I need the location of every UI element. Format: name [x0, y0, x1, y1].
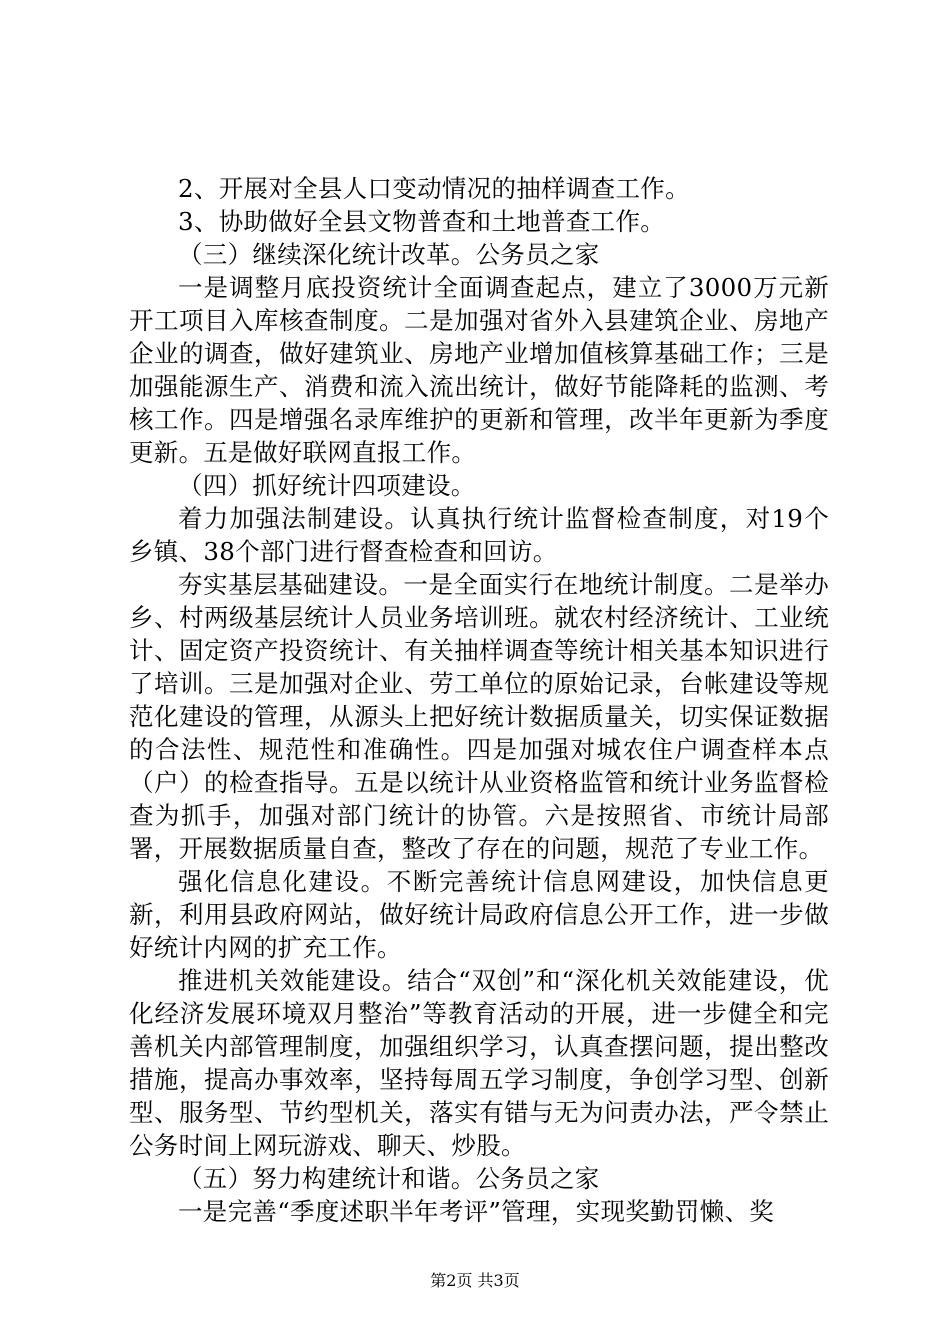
page-number-footer: 第2页 共3页 [430, 1271, 520, 1290]
paragraph-survey-population: 2、开展对全县人口变动情况的抽样调查工作。 [178, 174, 690, 203]
paragraph-legal-construction: 着力加强法制建设。认真执行统计监督检查制度，对19个乡镇、38个部门进行督查检查和回访。 [129, 504, 829, 566]
section-heading-reform: （三）继续深化统计改革。公务员之家 [178, 240, 600, 269]
paragraph-informatization: 强化信息化建设。不断完善统计信息网建设，加快信息更新，利用县政府网站，做好统计局政府信息公开工作，进一步做好统计内网的扩充工作。 [129, 867, 829, 962]
paragraph-grassroots-construction: 夯实基层基础建设。一是全面实行在地统计制度。二是举办乡、村两级基层统计人员业务培训班。就农村经济统计、工业统计、固定资产投资统计、有关抽样调查等统计相关基本知识进行了培训。三是加强对企业、劳工单位的原始记录，台帐建设等规范化建设的管理，从源头上把好统计数据质量关，切实保证数据的合法性、规范性和准确性。四是加强对城农住户调查样本点（户）的检查指导。五是以统计从业资格监管和统计业务监督检查为抓手，加强对部门统计的协管。六是按照省、市统计局部署，开展数据质量自查，整改了存在的问题，规范了专业工作。 [129, 570, 829, 863]
section-heading-four-constructions: （四）抓好统计四项建设。 [178, 471, 476, 500]
paragraph-reform-details: 一是调整月底投资统计全面调查起点，建立了3000万元新开工项目入库核查制度。二是加强对省外入县建筑企业、房地产企业的调查，做好建筑业、房地产业增加值核算基础工作；三是加强能源生产、消费和流入流出统计，做好节能降耗的监测、考核工作。四是增强名录库维护的更新和管理，改半年更新为季度更新。五是做好联网直报工作。 [129, 273, 829, 467]
section-heading-harmony: （五）努力构建统计和谐。公务员之家 [178, 1164, 600, 1193]
document-body [129, 172, 829, 1228]
paragraph-harmony-details: 一是完善“季度述职半年考评”管理，实现奖勤罚懒、奖 [178, 1197, 775, 1226]
paragraph-efficiency-construction: 推进机关效能建设。结合“双创”和“深化机关效能建设，优化经济发展环境双月整治”等教育活动的开展，进一步健全和完善机关内部管理制度，加强组织学习，认真查摆问题，提出整改措施，提高办事效率，坚持每周五学习制度，争创学习型、创新型、服务型、节约型机关，落实有错与无为问责办法，严令禁止公务时间上网玩游戏、聊天、炒股。 [129, 966, 829, 1160]
paragraph-census-assist: 3、协助做好全县文物普查和土地普查工作。 [178, 207, 666, 236]
